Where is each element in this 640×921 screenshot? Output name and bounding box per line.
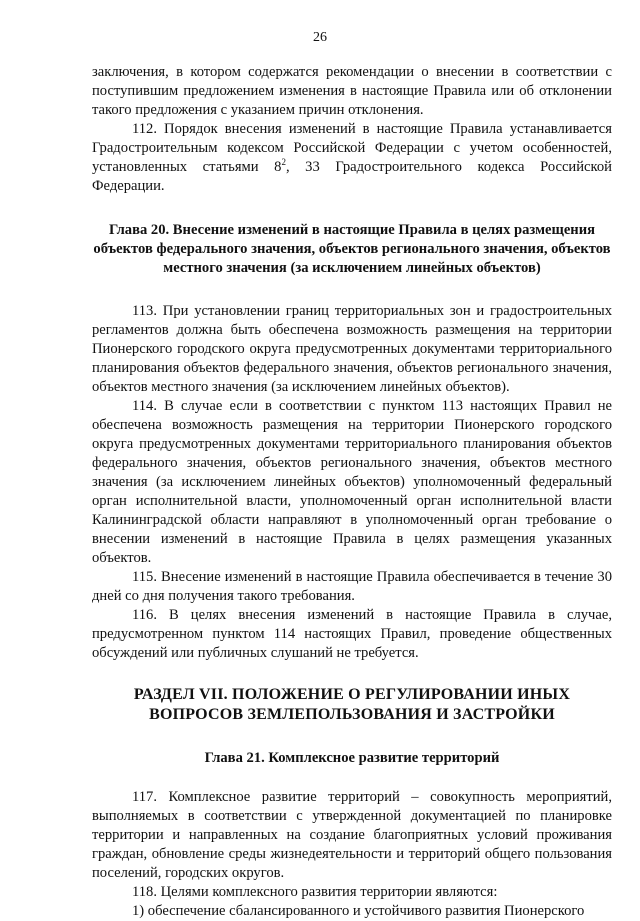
- paragraph-113: 113. При установлении границ территориальных зон и градостроительных регламентов должна быть обеспечена возможность размещения на территории Пионерского городского округа предусмотренных документами территориального планирования объектов федерального значения, объектов регионального значения, объектов местного значения (за исключением линейных объектов).: [92, 303, 612, 395]
- section-7-heading: РАЗДЕЛ VII. ПОЛОЖЕНИЕ О РЕГУЛИРОВАНИИ ИНЫХ ВОПРОСОВ ЗЕМЛЕПОЛЬЗОВАНИЯ И ЗАСТРОЙКИ: [133, 686, 571, 723]
- paragraph-115: 115. Внесение изменений в настоящие Правила обеспечивается в течение 30 дней со дня получения такого требования.: [92, 569, 612, 604]
- paragraph-114: 114. В случае если в соответствии с пунктом 113 настоящих Правил не обеспечена возможность размещения на территории Пионерского городского округа предусмотренных документами территориального планирования объектов федерального значения, объектов регионального значения, объектов местного значения (за исключением линейных объектов) уполномоченный федеральный орган исполнительной власти, уполномоченный орган исполнительной власти Калининградской области направляют в уполномоченный орган требование о внесении изменений в настоящие Правила в целях размещения указанных объектов.: [92, 398, 612, 566]
- paragraph-118-item-1: 1) обеспечение сбалансированного и устойчивого развития Пионерского: [132, 903, 585, 919]
- page-number: 26: [313, 30, 327, 45]
- superscript: 2: [281, 157, 286, 168]
- paragraph-112-text: 112. Порядок внесения изменений в настоящие Правила устанавливается Градостроительным кодексом Российской Федерации с учетом особенностей, установленных статьями 8: [92, 121, 612, 175]
- paragraph-112-tail: , 33 Градостроительного кодекса Российской Федерации.: [92, 159, 612, 194]
- paragraph-112: [92, 120, 612, 196]
- paragraph-118: 118. Целями комплексного развития территории являются:: [132, 884, 498, 900]
- paragraph-116: 116. В целях внесения изменений в настоящие Правила в случае, предусмотренном пунктом 114 настоящих Правил, проведение общественных обсуждений или публичных слушаний не требуется.: [92, 607, 612, 661]
- paragraph-117: 117. Комплексное развитие территорий – совокупность мероприятий, выполняемых в соответствии с утвержденной документацией по планировке территории и направленных на создание благоприятных условий проживания граждан, обновление среды жизнедеятельности и территорий общего пользования поселений, городских округов.: [92, 789, 612, 881]
- chapter-21-heading: Глава 21. Комплексное развитие территорий: [204, 750, 500, 766]
- document-body: [92, 63, 612, 921]
- chapter-20-heading: Глава 20. Внесение изменений в настоящие Правила в целях размещения объектов федерального значения, объектов регионального значения, объектов местного значения (за исключением линейных объектов): [93, 222, 611, 276]
- continuation-paragraph: заключения, в котором содержатся рекомендации о внесении в соответствии с поступившим предложением изменения в настоящие Правила или об отклонении такого предложения с указанием причин отклонения.: [92, 64, 612, 118]
